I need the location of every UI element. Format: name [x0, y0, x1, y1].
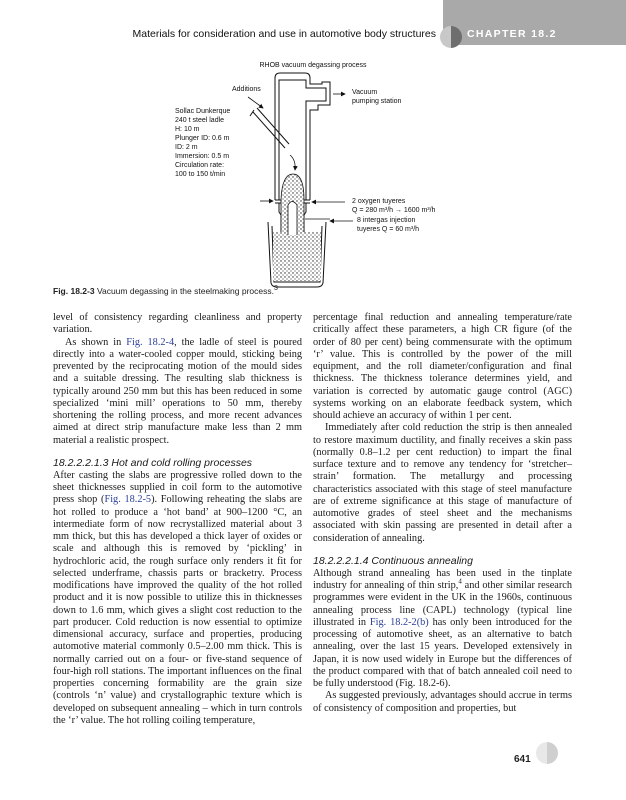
- label-spec: ID: 2 m: [175, 144, 198, 151]
- text: Although strand annealing has been used in the tinplate industry for annealing of thin strip,: [313, 567, 572, 591]
- label-spec: Circulation rate:: [175, 162, 225, 169]
- paragraph: [53, 337, 302, 447]
- paragraph: [313, 568, 572, 691]
- text: has only been introduced for the processing of automotive sheet, as an alternative to batch annealing, over the last 15 years. Developed extensively in Japan, it is now used widely in Europe but the differences of the product compared with that of batch annealed coil need to be fully understood (Fig. 18.2-6).: [313, 616, 572, 689]
- label-spec: Plunger ID: 0.6 m: [175, 135, 230, 142]
- page-number: 641: [514, 754, 531, 765]
- paragraph: Immediately after cold reduction the strip is then annealed to restore maximum ductility, and finally receives a skin pass (normally 0.8–1.2 per cent reduction) to impart the final surface texture and to remove any tendency for ‘stretcher–strain’ formation. The metallurgy and processing characteristics associated with this stage of steel manufacture are of extreme significance at this stage of manufacture of automotive grades of steel sheet and the mechanisms associated with skin passing are presented in detail after a consideration of annealing.: [313, 422, 572, 544]
- caption-text: Vacuum degassing in the steelmaking process.: [94, 286, 274, 296]
- figure-link[interactable]: Fig. 18.2-2(b): [369, 616, 429, 628]
- running-header-title: Materials for consideration and use in automotive body structures: [132, 28, 436, 40]
- ladle-melt: [273, 232, 321, 281]
- figure-rhob-diagram: [0, 0, 626, 300]
- label-pumping-station: pumping station: [352, 98, 402, 105]
- label-additions: Additions: [232, 86, 261, 93]
- label-spec: 240 t steel ladle: [175, 117, 225, 124]
- label-spec: Sollac Dunkerque: [175, 108, 231, 115]
- paragraph: [53, 470, 302, 727]
- right-column: [313, 312, 572, 715]
- label-spec: Immersion: 0.5 m: [175, 153, 230, 160]
- figure-caption: [53, 286, 278, 296]
- caption-reference: 3: [273, 285, 278, 293]
- chapter-label: CHAPTER 18.2: [467, 28, 557, 40]
- text: ). Following reheating the slabs are hot rolled to produce a ‘hot band’ at 900–1200 °C, an intermediate form of now recrystallized material about 3 mm thick, but this has developed a thick layer of oxides or scale and although this is removed by ‘pickling’ in hydrochloric acid, the rough surface only renders it fit for selected underframe, chassis parts or bracketry. Process modifications have improved the quality of the hot rolled product and it is now possible to utilize this in thicknesses down to 1.6 mm, which gives a slight cost reduction to the part producer. Cold reduction is now essential to optimize dimensional accuracy, surface and properties, producing automotive material commonly 0.5–2.00 mm thick. This is normally carried out on a four- or five-stand sequence of four-high roll stations. The important influences on the final properties concerning formability are the grain size (controls ‘n’ value) and crystallographic texture which is developed on subsequent annealing – which in turn controls the ‘r’ value. The hot rolling coiling temperature,: [53, 494, 303, 726]
- section-heading: 18.2.2.2.1.3 Hot and cold rolling processes: [53, 456, 253, 469]
- label-oxygen-tuyeres: 2 oxygen tuyeres: [352, 198, 406, 205]
- label-spec: H: 10 m: [175, 126, 200, 133]
- label-spec: 100 to 150 t/min: [175, 171, 226, 178]
- left-column: [53, 312, 302, 727]
- label-intergas: 8 intergas injection: [357, 217, 416, 224]
- section-heading: 18.2.2.2.1.4 Continuous annealing: [313, 554, 473, 567]
- label-intergas-flow: tuyeres Q = 60 m³/h: [357, 226, 420, 233]
- text: As shown in: [65, 336, 127, 348]
- plunger: [288, 202, 297, 236]
- figure-link[interactable]: Fig. 18.2-4: [126, 336, 175, 348]
- paragraph: level of consistency regarding cleanliness and property variation.: [53, 312, 302, 336]
- reference: 4: [458, 577, 462, 586]
- figure-title: RHOB vacuum degassing process: [259, 62, 367, 69]
- text: After casting the slabs are progressive rolled down to the sheet thicknesses supplied in coil form to the automotive press shop (: [53, 469, 302, 506]
- figure-link[interactable]: Fig. 18.2-5: [104, 494, 152, 506]
- label-vacuum: Vacuum: [352, 89, 378, 96]
- text: , the ladle of steel is poured directly into a water-cooled copper mould, sticking being prevented by the reciprocating motion of the mould sides and a suitable dressing. The resulting slab thickness is typically around 250 mm but this has been reduced in some specialized ‘mini mill’ operations to 50 mm, thereby shortening the rolling process, and more recent advances aimed at direct strip manufacture make less than 2 mm material a realistic prospect.: [53, 336, 302, 446]
- paragraph: As suggested previously, advantages should accrue in terms of consistency of composition and properties, but: [313, 690, 572, 714]
- page-number-decoration: [536, 742, 558, 764]
- paragraph: percentage final reduction and annealing temperature/rate critically affect these parameters, a high CR figure (of the order of 80 per cent) being commensurate with the optimum ‘r’ value. This is controlled by the power of the mill equipment, and the roll diameter/configuration and final thickness. The thickness tolerance determines yield, and variation is corrected by automatic gauge control (AGC) systems working on an elaborate feedback system, which should achieve an accuracy of within 1 per cent.: [313, 312, 572, 421]
- caption-label: Fig. 18.2-3: [53, 286, 95, 296]
- text: and other similar research programmes were evident in the UK in the 1960s, continuous annealing process line (CAPL) technology (typical line illustrated in: [313, 580, 572, 628]
- label-oxygen-flow: Q = 280 m³/h → 1600 m³/h: [352, 207, 436, 214]
